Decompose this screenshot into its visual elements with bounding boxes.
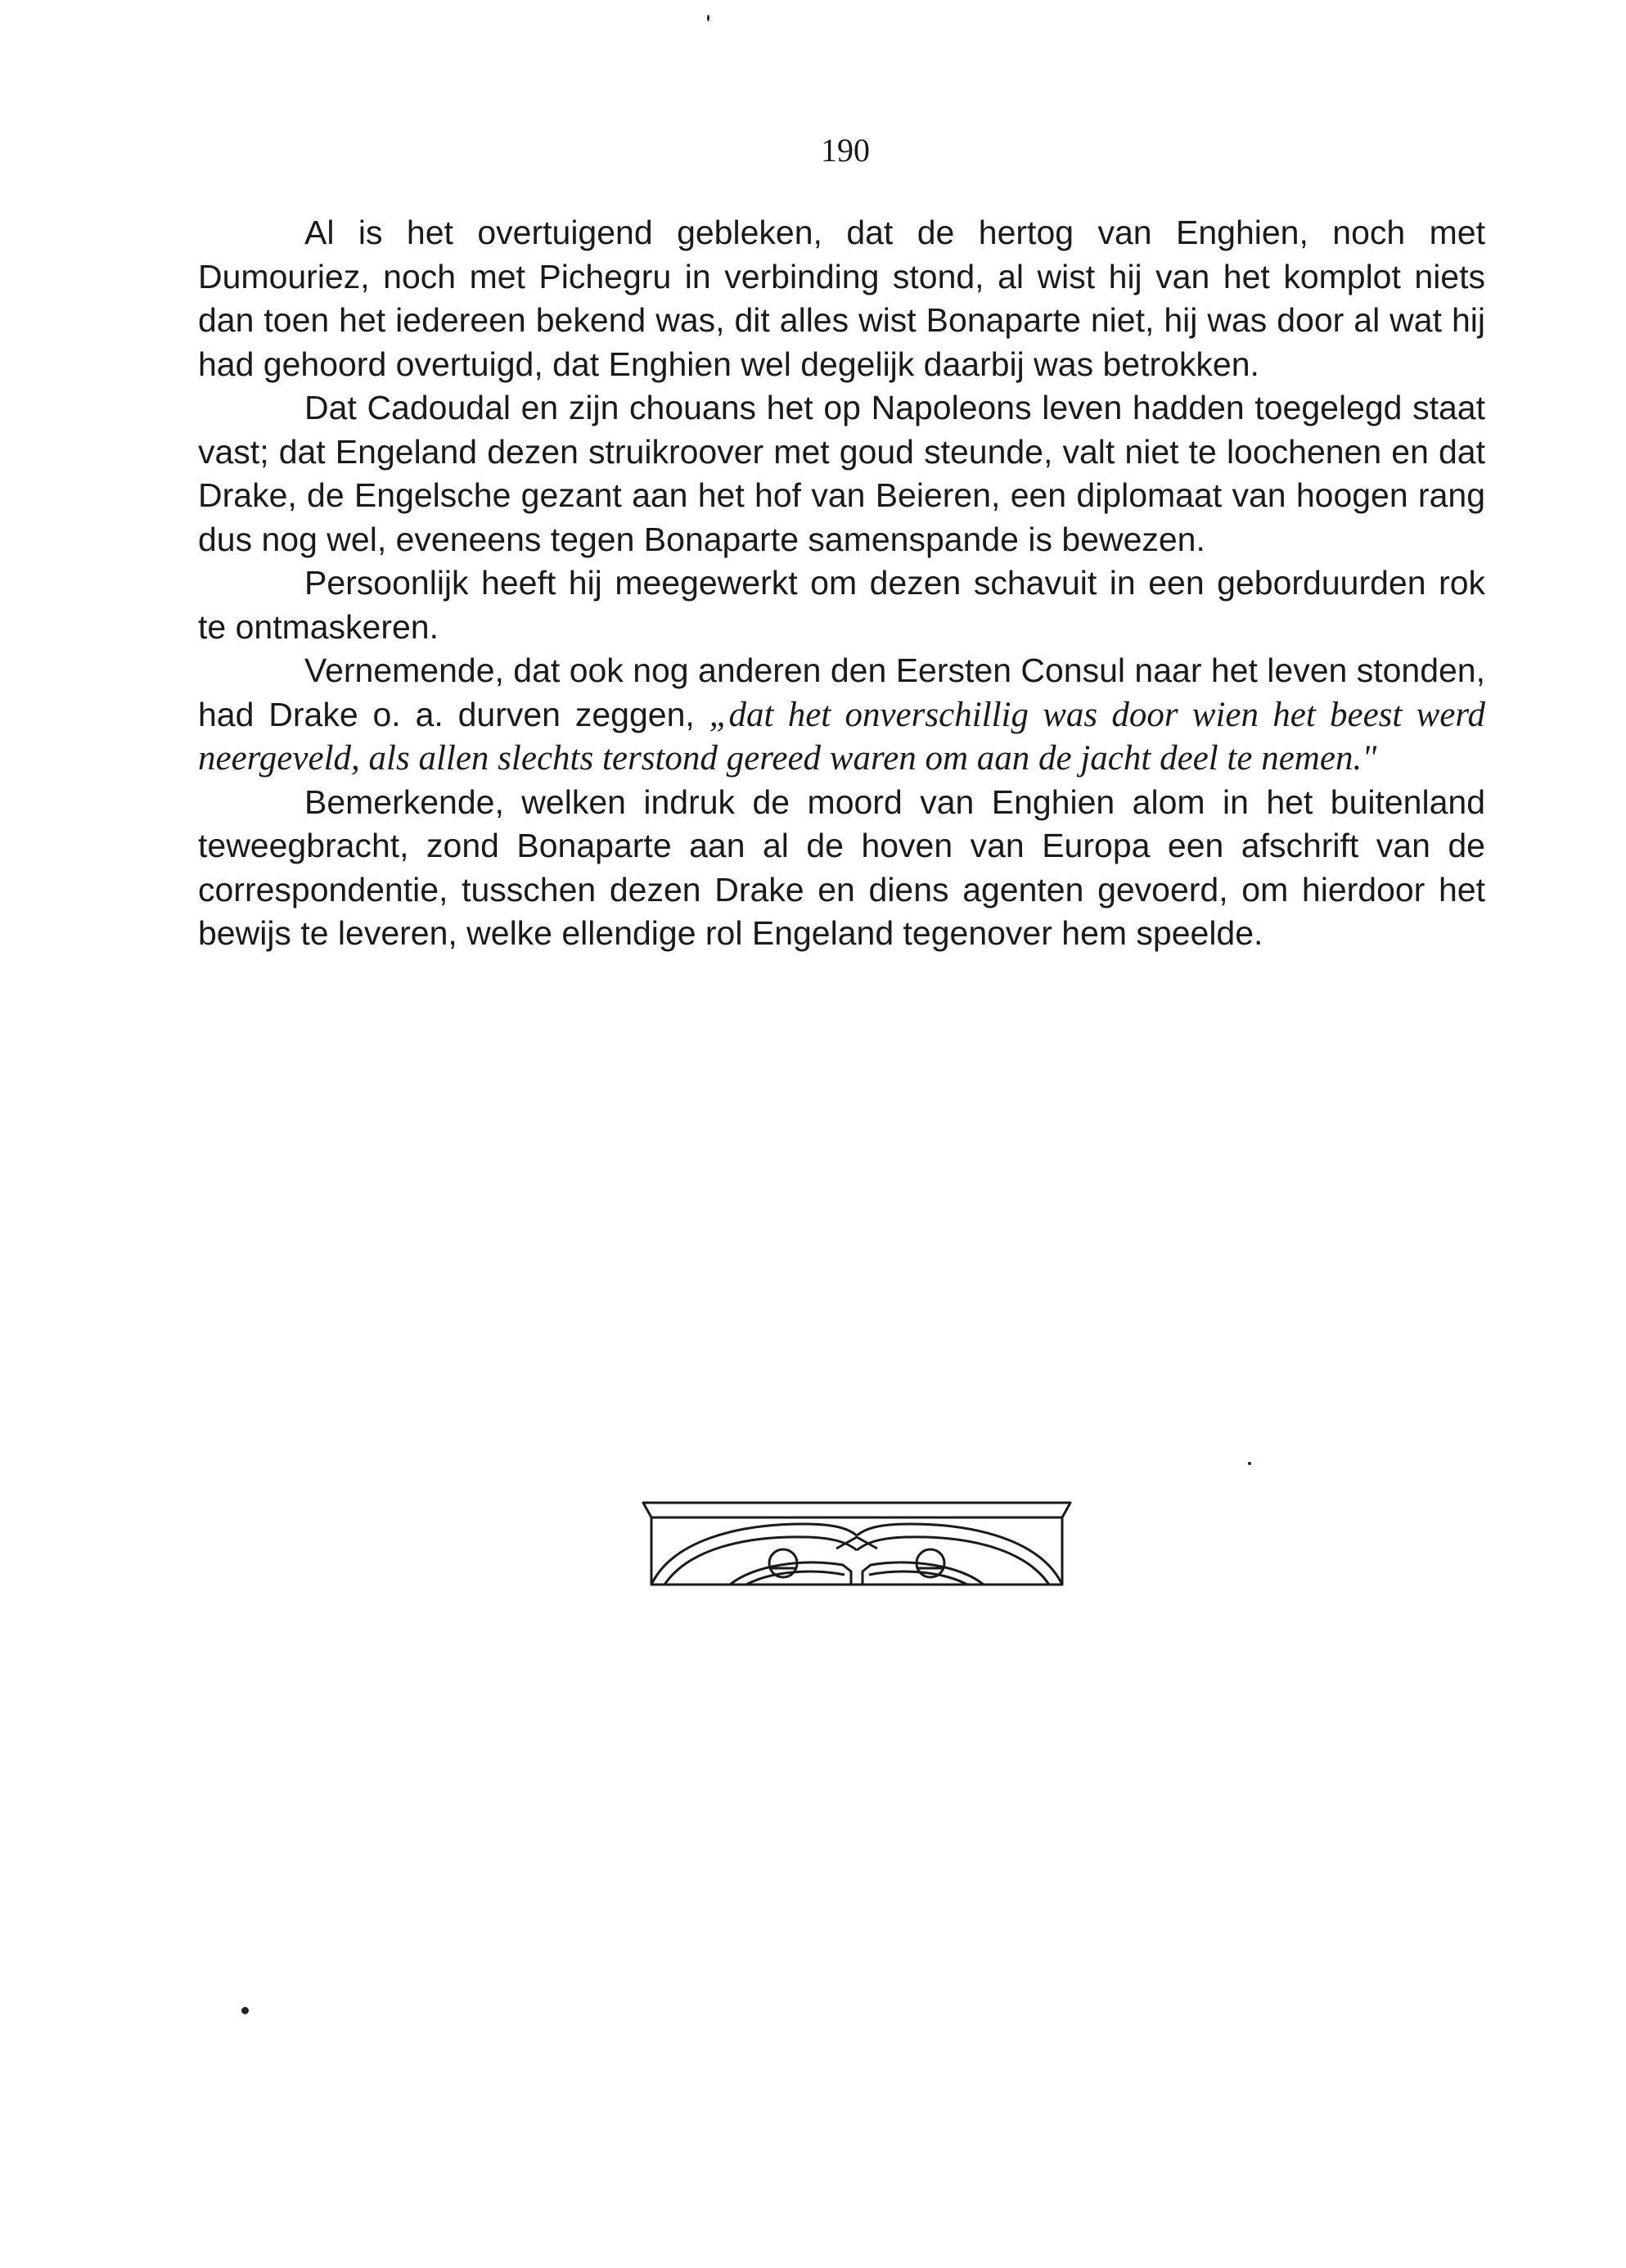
body-text — [198, 211, 1485, 956]
drake-quote: „dat het onverschillig was door wien het beest werd neergeveld, als allen slechts terstond gereed waren om aan de jacht deel te nemen." — [198, 695, 1485, 778]
page-number: 190 — [821, 132, 870, 169]
print-speck — [707, 15, 709, 21]
paragraph-4-text: Vernemende, dat ook nog anderen den Eersten Consul naar het leven stonden, had Drake o. a. durven zeggen, — [198, 652, 1485, 733]
print-speck — [241, 2007, 249, 2014]
paragraph-1: Al is het overtuigend gebleken, dat de hertog van Enghien, noch met Dumouriez, noch met Pichegru in verbinding stond, al wist hij van het komplot niets dan toen het iedereen bekend was, dit alles wist Bonaparte niet, hij was door al wat hij had gehoord overtuigd, dat Enghien wel degelijk daarbij was betrokken. — [198, 214, 1485, 383]
paragraph-2: Dat Cadoudal en zijn chouans het op Napoleons leven hadden toegelegd staat vast; dat Engeland dezen struikroover met goud steunde, valt niet te loochenen en dat Drake, de Engelsche gezant aan het hof van Beieren, een diplomaat van hoogen rang dus nog wel, eveneens tegen Bonaparte samenspande is bewezen. — [198, 389, 1485, 558]
paragraph-5: Bemerkende, welken indruk de moord van Enghien alom in het buitenland teweegbracht, zond Bonaparte aan al de hoven van Europa een afschrift van de correspondentie, tusschen dezen Drake en diens agenten gevoerd, om hierdoor het bewijs te leveren, welke ellendige rol Engeland tegenover hem speelde. — [198, 782, 1485, 952]
print-speck — [1248, 1462, 1251, 1465]
decorative-tailpiece-ornament-icon — [640, 1499, 1074, 1589]
paragraph-4 — [198, 649, 1485, 781]
paragraph-3: Persoonlijk heeft hij meegewerkt om dezen schavuit in een geborduurden rok te ontmaskeren. — [198, 564, 1485, 646]
